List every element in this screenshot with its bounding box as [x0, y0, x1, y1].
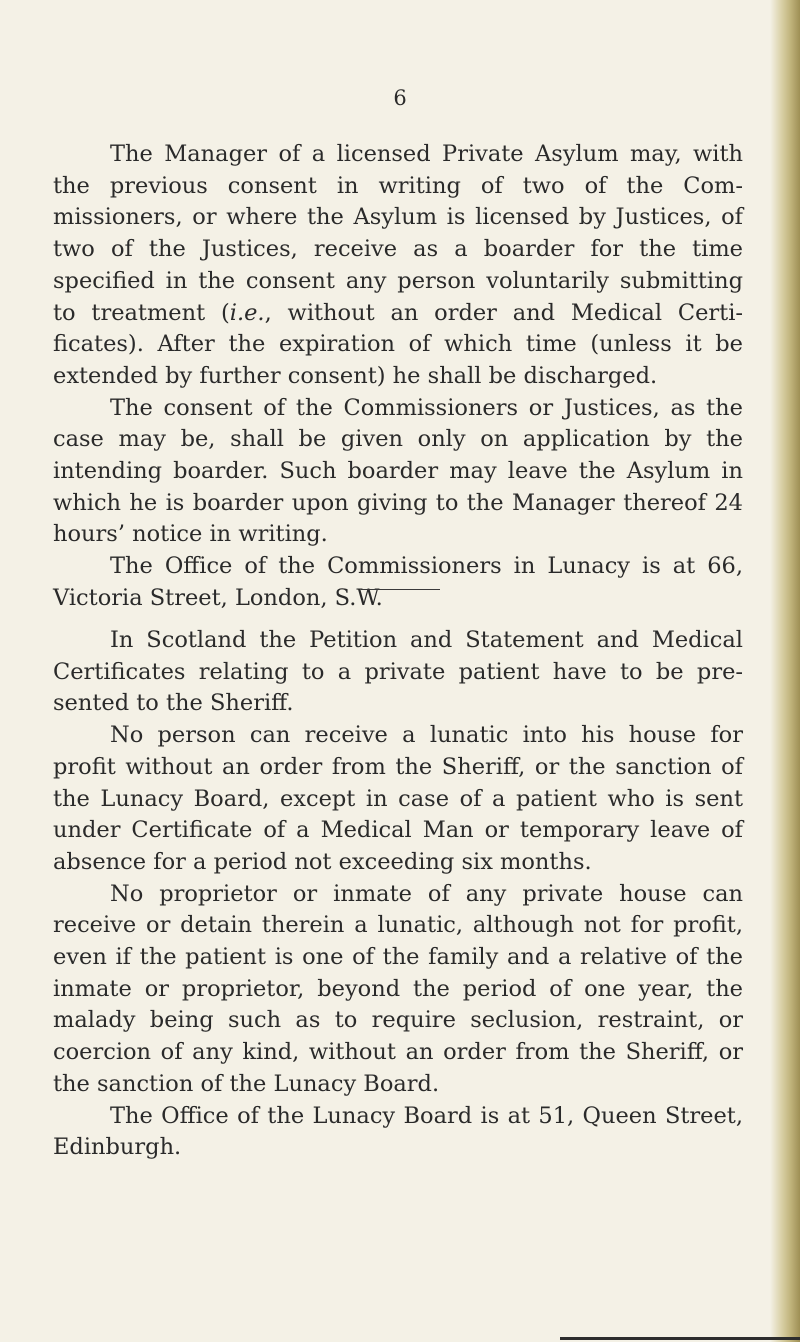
paragraph-scotland-petition: In Scotland the Petition and Statement and Medical Certificates relating to a private patient have to be presented to the Sheriff. [53, 627, 743, 717]
paragraph-private-asylum-boarders: The Manager of a licensed Private Asylum may, with the previous consent in writing of two of the Commissioners, or where the Asylum is licensed by Justices, of two of the Justices, receive as a boarder for the time specified in the consent any person voluntarily submitting to treatment (i.e., without an order and Medical Certificates). After the expiration of which time (unless it be extended by further consent) he shall be discharged. [53, 141, 743, 389]
paragraph-no-person-receive: No person can receive a lunatic into his house for profit without an order from the Sheriff, or the sanction of the Lunacy Board, except in case of a patient who is sent under Certificate of a Medical Man or temporary leave of absence for a period not exceeding six months. [53, 722, 743, 875]
page-edge-shadow [770, 0, 800, 1342]
italic-ie: i.e. [229, 299, 265, 326]
bottom-edge-rule [560, 1337, 800, 1340]
paragraph-consent-application: The consent of the Commissioners or Justices, as the case may be, shall be given only on application by the intending boarder. Such boarder may leave the Asylum in which he is boarder upon giving to the Manager thereof 24 hours’ notice in writing. [53, 394, 743, 548]
paragraph-no-proprietor: No proprietor or inmate of any private house can receive or detain therein a lunatic, although not for profit, even if the patient is one of the family and a relative of the inmate or proprietor, beyond the period of one year, the malady being such as to require seclusion, restraint, or coercion of any kind, without an order from the Sheriff, or the sanction of the Lunacy Board. [53, 880, 743, 1097]
paragraph-commissioners-office: The Office of the Commissioners in Lunacy is at 66, Victoria Street, London, S.W. [53, 553, 743, 611]
paragraph-lunacy-board-office: The Office of the Lunacy Board is at 51, Queen Street, Edinburgh. [53, 1102, 743, 1161]
england-section [53, 139, 743, 615]
section-divider [361, 589, 440, 590]
page-number: 6 [393, 86, 407, 110]
scotland-section [53, 625, 743, 1164]
